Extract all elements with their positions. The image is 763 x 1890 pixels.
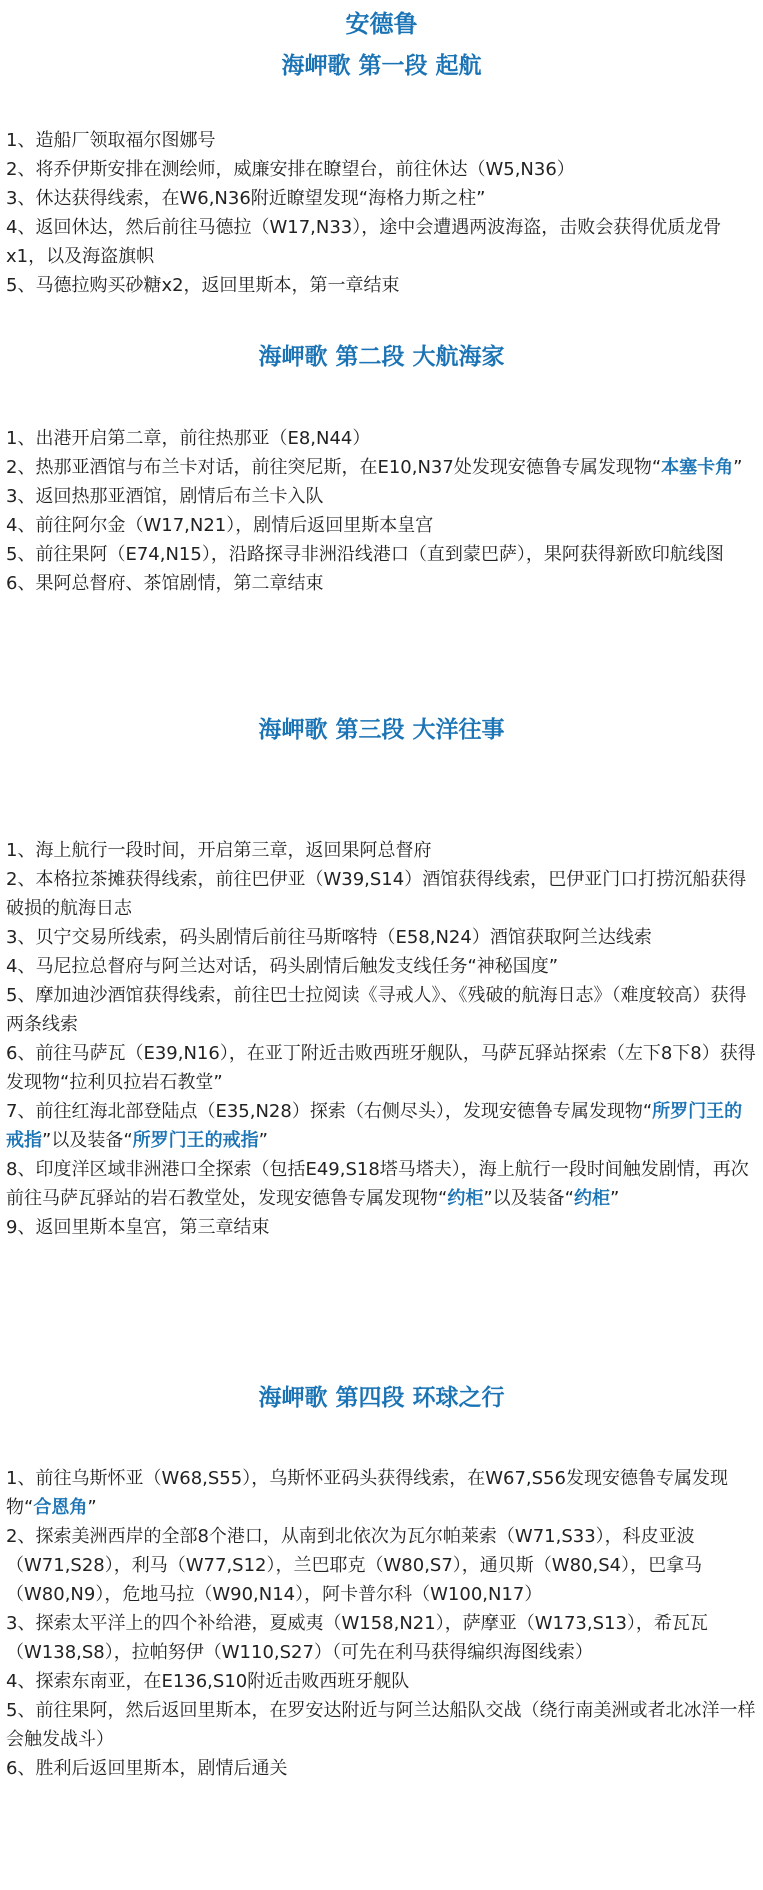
item-text: ”以及装备“ — [42, 1130, 133, 1151]
list-item: 2、本格拉茶摊获得线索，前往巴伊亚（W39,S14）酒馆获得线索，巴伊亚门口打捞沉船获得破损的航海日志 — [6, 869, 747, 919]
section-1-list — [6, 126, 758, 300]
item-text: 7、前往红海北部登陆点（E35,N28）探索（右侧尽头），发现安德鲁专属发现物“ — [6, 1101, 653, 1122]
item-text: ” — [87, 1497, 97, 1518]
list-item — [6, 1155, 758, 1213]
list-item: 6、前往马萨瓦（E39,N16），在亚丁附近击败西班牙舰队，马萨瓦驿站探索（左下8下8）获得发现物“拉利贝拉岩石教堂” — [6, 1043, 756, 1093]
section-4-list — [6, 1464, 758, 1783]
item-text: 2、热那亚酒馆与布兰卡对话，前往突尼斯，在E10,N37处发现安德鲁专属发现物“ — [6, 457, 662, 478]
item-text: ” — [258, 1130, 268, 1151]
list-item: 5、前往果阿，然后返回里斯本，在罗安达附近与阿兰达船队交战（绕行南美洲或者北冰洋一样会触发战斗） — [6, 1700, 756, 1750]
list-item: 1、海上航行一段时间，开启第三章，返回果阿总督府 — [6, 840, 432, 861]
discovery-highlight: 合恩角 — [33, 1497, 88, 1518]
list-item: 3、探索太平洋上的四个补给港，夏威夷（W158,N21），萨摩亚（W173,S13），希瓦瓦（W138,S8），拉帕努伊（W110,S27）（可先在利马获得编织海图线索） — [6, 1613, 708, 1663]
discovery-highlight: 本塞卡角 — [661, 457, 734, 478]
item-text: 8、印度洋区域非洲港口全探索（包括E49,S18塔马塔夫），海上航行一段时间触发剧情，再次前往马萨瓦驿站的岩石教堂处，发现安德鲁专属发现物“ — [6, 1159, 749, 1209]
item-text: ” — [609, 1188, 620, 1209]
item-text: ” — [733, 457, 743, 478]
section-title-2: 海岬歌 第二段 大航海家 — [258, 344, 505, 370]
list-item: 5、前往果阿（E74,N15），沿路探寻非洲沿线港口（直到蒙巴萨），果阿获得新欧印航线图 — [6, 544, 724, 565]
list-item: 2、探索美洲西岸的全部8个港口，从南到北依次为瓦尔帕莱索（W71,S33），科皮亚波（W71,S28），利马（W77,S12），兰巴耶克（W80,S7），通贝斯（W80,S4），巴拿马（W80,N9），危地马拉（W90,N14），阿卡普尔科（W100,N17） — [6, 1526, 703, 1605]
list-item: 5、马德拉购买砂糖x2，返回里斯本，第一章结束 — [6, 275, 400, 296]
list-item: 6、胜利后返回里斯本，剧情后通关 — [6, 1758, 288, 1779]
section-title-4: 海岬歌 第四段 环球之行 — [258, 1385, 505, 1411]
list-item: 1、出港开启第二章，前往热那亚（E8,N44） — [6, 428, 371, 449]
list-item: 5、摩加迪沙酒馆获得线索，前往巴士拉阅读《寻戒人》、《残破的航海日志》（难度较高）获得两条线索 — [6, 985, 747, 1035]
section-title-1: 海岬歌 第一段 起航 — [281, 53, 482, 79]
list-item: 2、将乔伊斯安排在测绘师，威廉安排在瞭望台，前往休达（W5,N36） — [6, 159, 575, 180]
section-2-list — [6, 424, 758, 598]
list-item — [6, 1464, 758, 1522]
list-item: 6、果阿总督府、茶馆剧情，第二章结束 — [6, 573, 324, 594]
list-item: 3、返回热那亚酒馆，剧情后布兰卡入队 — [6, 486, 324, 507]
discovery-highlight: 约柜 — [447, 1188, 484, 1209]
discovery-highlight: 所罗门王的戒指 — [6, 1101, 743, 1151]
list-item — [6, 453, 758, 482]
list-item: 1、造船厂领取福尔图娜号 — [6, 130, 216, 151]
list-item: 3、休达获得线索，在W6,N36附近瞭望发现“海格力斯之柱” — [6, 188, 486, 209]
item-text: 1、前往乌斯怀亚（W68,S55），乌斯怀亚码头获得线索，在W67,S56发现安德鲁专属发现物“ — [6, 1468, 728, 1518]
list-item: 3、贝宁交易所线索，码头剧情后前往马斯喀特（E58,N24）酒馆获取阿兰达线索 — [6, 927, 652, 948]
equipment-highlight: 约柜 — [573, 1188, 610, 1209]
section-3-list — [6, 836, 758, 1242]
section-title-3: 海岬歌 第三段 大洋往事 — [258, 717, 505, 743]
list-item: 9、返回里斯本皇宫，第三章结束 — [6, 1217, 270, 1238]
list-item: 4、马尼拉总督府与阿兰达对话，码头剧情后触发支线任务“神秘国度” — [6, 956, 559, 977]
list-item: 4、前往阿尔金（W17,N21），剧情后返回里斯本皇宫 — [6, 515, 434, 536]
character-title: 安德鲁 — [345, 10, 418, 38]
list-item — [6, 1097, 758, 1155]
list-item: 4、探索东南亚，在E136,S10附近击败西班牙舰队 — [6, 1671, 410, 1692]
list-item: 4、返回休达，然后前往马德拉（W17,N33），途中会遭遇两波海盗，击败会获得优质龙骨x1，以及海盗旗帜 — [6, 217, 722, 267]
item-text: ”以及装备“ — [483, 1188, 574, 1209]
equipment-highlight: 所罗门王的戒指 — [132, 1130, 259, 1151]
